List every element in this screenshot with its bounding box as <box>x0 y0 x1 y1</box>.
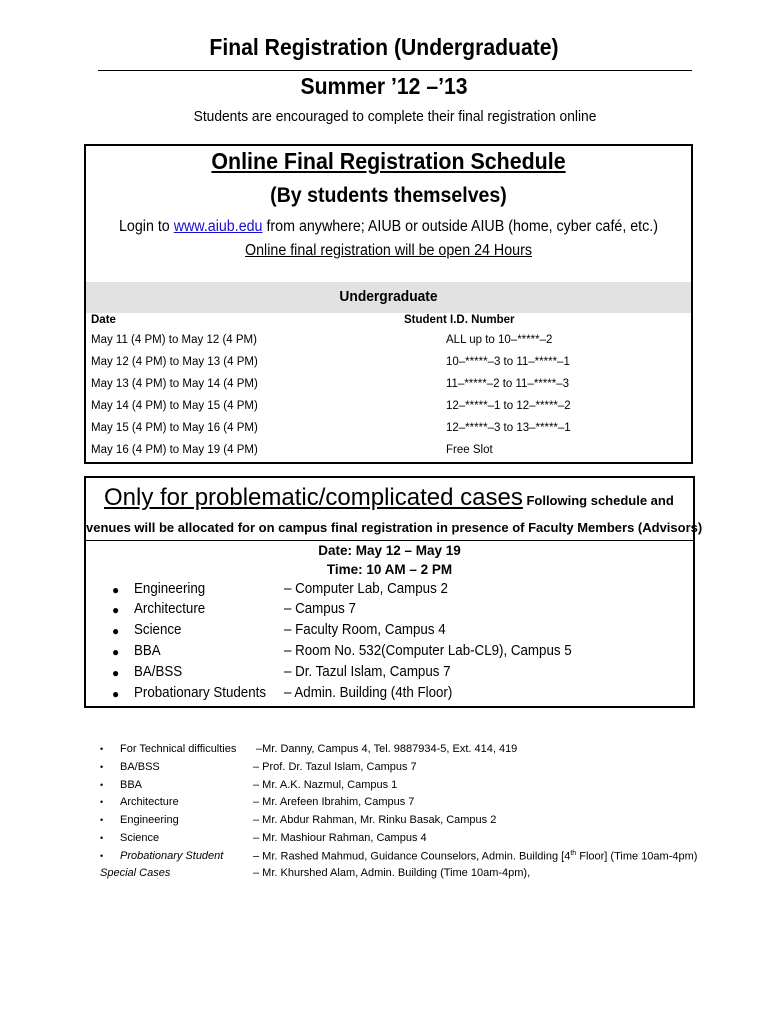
problematic-heading-main: Only for problematic/complicated cases <box>104 484 523 511</box>
contact-category: BBA <box>120 779 143 791</box>
schedule-id-range: 11–*****–2 to 11–*****–3 <box>446 378 569 390</box>
contact-info: – Mr. A.K. Nazmul, Campus 1 <box>253 779 398 791</box>
venue-location: – Room No. 532(Computer Lab-CL9), Campus 5 <box>284 643 572 659</box>
venue-department: BA/BSS <box>134 664 183 680</box>
contact-category: Special Cases <box>100 867 171 879</box>
schedule-id-range: 10–*****–3 to 11–*****–1 <box>446 356 570 368</box>
schedule-row <box>86 418 691 440</box>
contact-category: For Technical difficulties <box>120 743 237 755</box>
venue-department: Science <box>134 622 182 638</box>
open-hours-note: Online final registration will be open 24 Hours <box>245 242 532 259</box>
schedule-id-range: Free Slot <box>446 444 493 456</box>
schedule-date: May 12 (4 PM) to May 13 (4 PM) <box>91 356 258 368</box>
contact-category: Probationary Student <box>120 850 224 862</box>
bullet-icon: • <box>100 833 104 843</box>
schedule-date: May 14 (4 PM) to May 15 (4 PM) <box>91 400 258 412</box>
venue-department: BBA <box>134 643 161 659</box>
problematic-heading-tail: Following schedule and <box>522 493 674 508</box>
undergraduate-label: Undergraduate <box>339 288 438 305</box>
contact-item <box>0 866 768 884</box>
schedule-row <box>86 352 691 374</box>
ordinal-suffix: th <box>570 850 577 857</box>
contact-item <box>0 795 768 813</box>
contact-info: – Mr. Abdur Rahman, Mr. Rinku Basak, Campus 2 <box>253 814 497 826</box>
venue-item <box>86 643 693 664</box>
schedule-row <box>86 440 691 462</box>
contact-info-part: – Mr. Rashed Mahmud, Guidance Counselors, Admin. Building [4 <box>253 850 571 863</box>
date-range: Date: May 12 – May 19 <box>318 543 461 558</box>
bullet-icon: ● <box>112 624 120 638</box>
contact-info: – Mr. Arefeen Ibrahim, Campus 7 <box>253 796 415 808</box>
schedule-row <box>86 374 691 396</box>
title-divider <box>98 70 692 71</box>
contact-item <box>0 813 768 831</box>
problematic-cases-box <box>84 476 703 708</box>
contact-item <box>0 760 768 778</box>
contact-item <box>0 849 768 867</box>
schedule-subtitle: (By students themselves) <box>270 184 507 207</box>
contact-info-part: Floor] (Time 10am-4pm) <box>576 850 698 863</box>
bullet-icon: • <box>100 797 104 807</box>
time-range: Time: 10 AM – 2 PM <box>326 562 453 577</box>
schedule-date: May 11 (4 PM) to May 12 (4 PM) <box>91 334 257 346</box>
contact-info: – Mr. Mashiour Rahman, Campus 4 <box>253 832 427 844</box>
schedule-date: May 13 (4 PM) to May 14 (4 PM) <box>91 378 258 390</box>
venue-department: Probationary Students <box>134 685 267 701</box>
online-schedule-box <box>84 144 693 464</box>
login-instructions <box>110 218 667 236</box>
venue-item <box>86 601 693 622</box>
contact-item <box>0 778 768 796</box>
bullet-icon: • <box>100 780 104 790</box>
page-title: Final Registration (Undergraduate) <box>209 34 559 60</box>
venue-location: – Dr. Tazul Islam, Campus 7 <box>284 664 451 680</box>
venue-item <box>86 622 693 643</box>
id-column-header: Student I.D. Number <box>404 314 515 326</box>
contact-item <box>0 742 768 760</box>
venue-item <box>86 685 693 706</box>
contact-info: – Mr. Khurshed Alam, Admin. Building (Time 10am-4pm), <box>253 867 531 879</box>
venue-item <box>86 664 693 685</box>
contact-info: –Mr. Danny, Campus 4, Tel. 9887934-5, Ext. 414, 419 <box>256 743 518 755</box>
problematic-heading-continued: venues will be allocated for on campus final registration in presence of Faculty Members (Advisors) <box>86 520 703 535</box>
venue-department: Architecture <box>134 601 206 617</box>
venue-department: Engineering <box>134 581 206 597</box>
bullet-icon: • <box>100 744 104 754</box>
contact-category: Science <box>120 832 160 844</box>
schedule-id-range: 12–*****–3 to 13–*****–1 <box>446 422 571 434</box>
schedule-id-range: ALL up to 10–*****–2 <box>446 334 553 346</box>
contact-item <box>0 831 768 849</box>
term-heading: Summer ’12 –’13 <box>300 73 468 99</box>
contact-info <box>253 850 697 863</box>
schedule-row <box>86 396 691 418</box>
section-divider <box>86 540 693 541</box>
venue-location: – Admin. Building (4th Floor) <box>284 685 453 701</box>
bullet-icon: ● <box>112 645 120 659</box>
aiub-website-link[interactable]: www.aiub.edu <box>173 218 263 235</box>
contact-category: Engineering <box>120 814 179 826</box>
bullet-icon: ● <box>112 603 120 617</box>
bullet-icon: ● <box>112 687 120 701</box>
bullet-icon: • <box>100 815 104 825</box>
venue-item <box>86 581 693 602</box>
bullet-icon: • <box>100 851 104 861</box>
date-column-header: Date <box>91 314 116 326</box>
venue-location: – Computer Lab, Campus 2 <box>284 581 448 597</box>
schedule-date: May 15 (4 PM) to May 16 (4 PM) <box>91 422 258 434</box>
contact-info: – Prof. Dr. Tazul Islam, Campus 7 <box>253 761 417 773</box>
contact-category: Architecture <box>120 796 179 808</box>
intro-text: Students are encouraged to complete their final registration online <box>193 108 597 125</box>
login-suffix: from anywhere; AIUB or outside AIUB (home, cyber café, etc.) <box>262 218 659 235</box>
bullet-icon: ● <box>112 666 120 680</box>
schedule-row <box>86 330 691 352</box>
venue-location: – Campus 7 <box>284 601 356 617</box>
schedule-id-range: 12–*****–1 to 12–*****–2 <box>446 400 571 412</box>
venue-location: – Faculty Room, Campus 4 <box>284 622 446 638</box>
bullet-icon: ● <box>112 583 120 597</box>
contact-category: BA/BSS <box>120 761 160 773</box>
problematic-heading <box>104 484 674 512</box>
bullet-icon: • <box>100 762 104 772</box>
login-prefix: Login to <box>118 218 174 235</box>
schedule-date: May 16 (4 PM) to May 19 (4 PM) <box>91 444 258 456</box>
schedule-title: Online Final Registration Schedule <box>211 148 566 174</box>
